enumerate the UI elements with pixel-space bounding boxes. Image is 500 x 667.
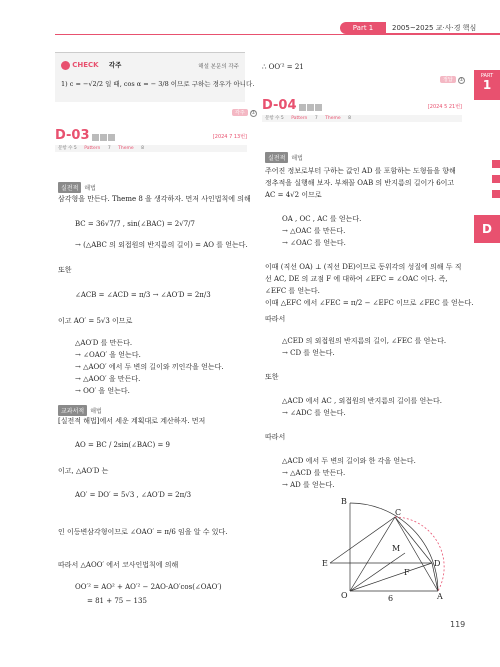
label-b: B: [341, 497, 347, 506]
formula-line: = 81 + 75 − 135: [87, 597, 147, 605]
header-rule: [55, 34, 500, 35]
step-line: → △OAC 를 만든다.: [282, 227, 346, 235]
oo-prime-result: ∴ OO′² = 21: [262, 63, 304, 71]
check-icon: [61, 61, 70, 70]
label-c: C: [395, 508, 402, 517]
segment-oc: [350, 517, 395, 591]
text-line: ∠EFC 를 얻는다.: [265, 287, 320, 295]
text-line: → (△ABC 의 외접원의 반지름의 길이) = AO 를 얻는다.: [75, 241, 248, 249]
step-line: → AD 를 얻는다.: [282, 481, 335, 489]
formula-line: BC = 36√7/7 , sin(∠BAC) = 2√7/7: [75, 220, 195, 228]
text-line: 이때 △EFC 에서 ∠FEC = π/2 − ∠EFC 이므로 ∠FEC 를 얻는다.: [265, 299, 474, 307]
label-d: D: [434, 559, 441, 568]
segment-ca: [395, 517, 441, 591]
difficulty-square: [299, 104, 306, 111]
problem-number: D-04: [262, 98, 297, 113]
step-line: → △ACD 를 만든다.: [282, 469, 346, 477]
part-side-tab: [474, 70, 500, 100]
side-marker: [492, 190, 500, 198]
label-f: F: [404, 568, 410, 577]
check-note: 해설 본문의 각주: [198, 64, 239, 70]
meta-count: 문항 수 5: [58, 146, 77, 151]
text-line: 따라서: [265, 315, 286, 323]
problem-d03-header: [55, 128, 247, 143]
text-line: 따라서: [265, 433, 286, 441]
segment-ec: [330, 517, 395, 563]
solution-badge: [265, 152, 303, 163]
page-header: [340, 22, 500, 34]
side-marker: [492, 160, 500, 168]
circumcircle-arc: [395, 517, 444, 591]
footnote-circle: ①: [251, 110, 256, 116]
badge-sub: 해법: [90, 408, 102, 415]
text-line: 이고 AO′ = 5√3 이므로: [58, 317, 133, 325]
difficulty-square: [92, 134, 99, 141]
check-box: [55, 52, 255, 102]
footnote-tag: 각주: [232, 109, 248, 116]
formula-line: AO′ = DO′ = 5√3 , ∠AO′D = 2π/3: [75, 491, 192, 499]
label-e: E: [322, 559, 328, 568]
difficulty-square: [108, 134, 115, 141]
text-line: AC = 4√2 이므로: [265, 191, 322, 199]
difficulty-square: [315, 104, 322, 111]
difficulty-square: [307, 104, 314, 111]
meta-theme-label: Theme: [325, 116, 341, 121]
text-line: 또한: [265, 373, 279, 381]
text-line: 따라서 △AOO′ 에서 코사인법칙에 의해: [58, 561, 179, 569]
meta-pattern-label: Pattern: [84, 146, 101, 151]
step-line: OA , OC , AC 를 얻는다.: [282, 215, 362, 223]
meta-count: 문항 수 5: [265, 116, 284, 121]
text-line: [실전적 해법]에서 세운 계획대로 계산하자. 먼저: [58, 417, 206, 425]
formula-line: OO′² = AO² + AO′² − 2AO·AO′cos(∠OAO′): [75, 583, 222, 591]
part-label: Part 1: [340, 22, 386, 34]
step-line: → ∠OAO′ 을 얻는다.: [75, 351, 141, 359]
step-line: → △AOO′ 을 만든다.: [75, 375, 141, 383]
segment-od: [350, 563, 432, 591]
badge-label: 교과서적: [58, 405, 87, 416]
check-item: 1) c = −√2/2 일 때, cos α = − 3/8 이므로 구하는 경우가 아니다.: [61, 80, 255, 88]
step-line: → CD 를 얻는다.: [282, 349, 335, 357]
problem-d04-header: [262, 98, 462, 113]
meta-theme-label: Theme: [118, 146, 134, 151]
part-number: 1: [482, 78, 492, 92]
solution-badge: [58, 182, 96, 193]
problem-number: D-03: [55, 128, 90, 143]
badge-label: 실전적: [58, 182, 81, 193]
sector-diagram: [300, 495, 460, 605]
label-radius: 6: [388, 594, 394, 603]
check-topic: 각주: [108, 61, 122, 69]
text-line: 삼각형을 만든다. Theme 8 을 생각하자. 먼저 사인법칙에 의해: [58, 195, 251, 203]
solution-badge: [58, 405, 102, 416]
step-line: → OO′ 을 얻는다.: [75, 387, 130, 395]
book-title: 2005~2025 교·사·경 핵심: [386, 22, 500, 34]
text-line: 이고, △AO′D 는: [58, 467, 109, 475]
part-word: PART: [480, 73, 494, 79]
result-tag-label: 정답: [440, 76, 456, 83]
text-line: 또한: [58, 266, 72, 274]
problem-year: [2024 5 21번]: [427, 104, 462, 110]
step-line: △CED 의 외접원의 반지름의 길이, ∠FEC 를 얻는다.: [282, 337, 447, 345]
text-line: 선 AC, DE 의 교점 F 에 대하여 ∠EFC = ∠OAC 이다. 즉,: [265, 275, 448, 283]
label-m: M: [392, 544, 401, 553]
check-footnote: [232, 108, 257, 117]
meta-theme-value: 8: [348, 116, 351, 121]
result-tag: [440, 75, 465, 84]
text-line: 주어진 정보로부터 구하는 값인 AD 를 포함하는 도형들을 향해: [265, 167, 456, 175]
difficulty-square: [100, 134, 107, 141]
section-tab-d: D: [474, 215, 500, 243]
text-line: 인 이등변삼각형이므로 ∠OAO′ = π/6 임을 알 수 있다.: [58, 528, 228, 536]
badge-label: 실전적: [265, 152, 288, 163]
formula-line: ∠ACB = ∠ACD = π/3 → ∠AO′D = 2π/3: [75, 291, 211, 299]
badge-sub: 해법: [84, 185, 96, 192]
label-a: A: [437, 592, 443, 601]
step-line: △ACD 에서 AC , 외접원의 반지름의 길이를 얻는다.: [282, 397, 443, 405]
side-marker: [492, 175, 500, 183]
result-circle: ①: [459, 77, 464, 83]
step-line: → △AOO′ 에서 두 변의 길이와 끼인각을 얻는다.: [75, 363, 224, 371]
problem-year: [2024 7 13번]: [212, 134, 247, 140]
meta-pattern-value: 7: [107, 146, 111, 151]
step-line: △ACD 에서 두 변의 길이와 한 각을 얻는다.: [282, 457, 416, 465]
check-label: CHECK: [72, 61, 99, 69]
meta-theme-value: 8: [141, 146, 144, 151]
label-o: O: [341, 591, 348, 600]
formula-line: AO = BC / 2sin(∠BAC) = 9: [75, 441, 170, 449]
step-line: → ∠ADC 를 얻는다.: [282, 409, 346, 417]
segment-om: [350, 553, 405, 591]
step-line: △AO′D 를 만든다.: [75, 339, 133, 347]
text-line: 정추적을 실행해 보자. 부채꼴 OAB 의 반지름의 길이가 6이고: [265, 179, 455, 187]
badge-sub: 해법: [291, 155, 303, 162]
problem-meta: [55, 145, 247, 152]
problem-meta: [262, 115, 462, 122]
meta-pattern-label: Pattern: [291, 116, 308, 121]
page-number: 119: [450, 620, 466, 629]
step-line: → ∠OAC 를 얻는다.: [282, 239, 346, 247]
meta-pattern-value: 7: [314, 116, 318, 121]
text-line: 이때 (직선 OA) ⊥ (직선 DE)이므로 동위각의 성질에 의해 두 직: [265, 263, 462, 271]
